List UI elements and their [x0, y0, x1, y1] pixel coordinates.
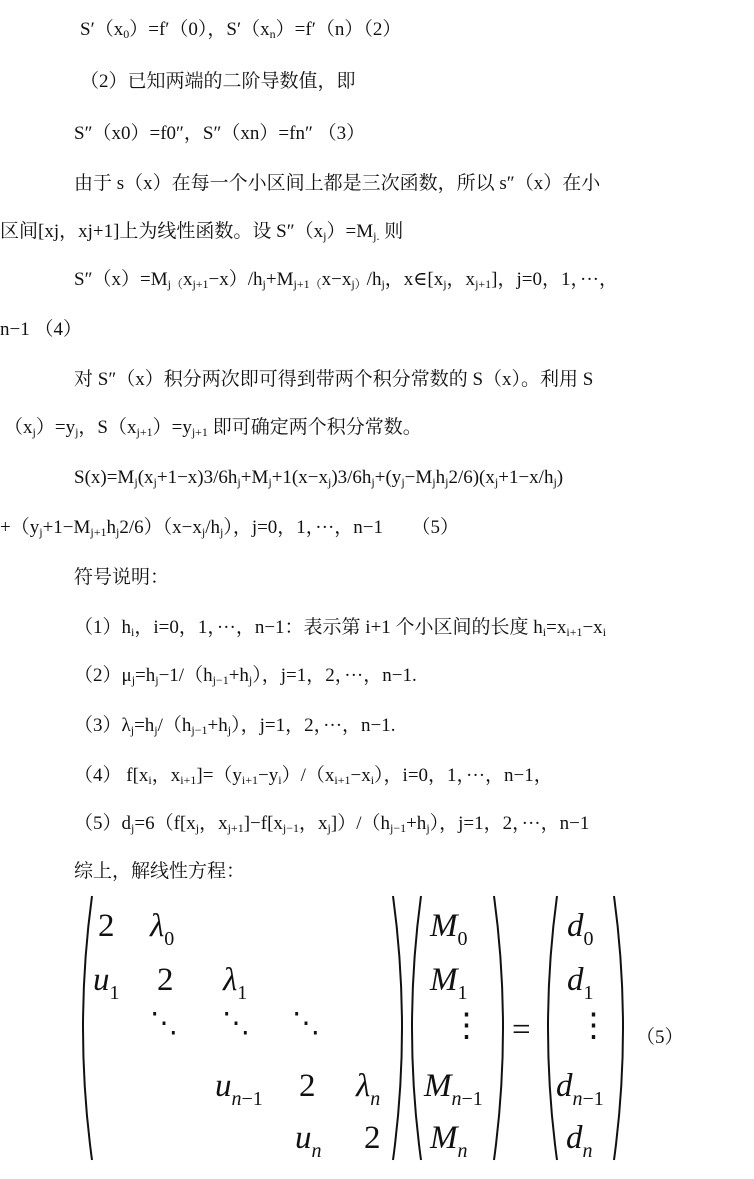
text-line-4 — [0, 172, 754, 196]
formula-text: $+(y_j+1-M_{j+1}h_j2/6)(x-x_j/h_j)$，j=0，1，···，n−1 （5） — [0, 517, 460, 539]
vector-m-entry-n: $M_n$ — [430, 1120, 468, 1162]
vector-d-left-paren — [548, 896, 557, 1160]
text-line-7 — [0, 318, 754, 342]
list-item: $(3)\lambda_j=h_j/(h_{j-1}+h_j)$，j=1，2，···，n−1. — [74, 715, 396, 737]
vector-d-entry-n: $d_n$ — [566, 1120, 593, 1162]
formula-text: $S(x)=M_j(x_j+1-x)3/6h_j+M_j+1(x-x_j)3/6h_j+(y_j-M_jh_j2/6)(x_j+1-x/h_j)$ — [74, 467, 564, 489]
vector-m-vdots: ⋮ — [450, 1008, 483, 1044]
text-line-5 — [0, 220, 754, 244]
equation-number: （5） — [636, 1027, 684, 1048]
text-line-10 — [0, 466, 754, 490]
vector-d-entry-0: $d_0$ — [567, 908, 594, 950]
matrix-a-left-paren — [83, 896, 92, 1160]
text-line-2 — [0, 70, 754, 94]
paragraph-text: 区间[xj，xj+1]上为线性函数。设 $S''(x_j)=M_{j.}$ 则 — [0, 221, 404, 243]
formula-text: $S'(x_0)=f'(0)$，$S'(x_n)=f'(n)(2)$ — [80, 19, 402, 41]
matrix-a-right-paren — [393, 896, 402, 1160]
list-item: $(5)d_j=6(f[x_j$，$x_{j+1}]-f[x_{j-1}$，$x_j])/(h_{j-1}+h_j)$，j=1，2，···，n−1 — [74, 813, 590, 835]
text-line-14 — [0, 664, 754, 688]
matrix-a-entry-r4c3: $u_{n-1}$ — [215, 1068, 263, 1110]
matrix-a-entry-r1c1: 2 — [98, 908, 115, 944]
formula-text: n−1 （4） — [0, 319, 82, 340]
matrix-a-entry-r5c4: $u_n$ — [295, 1120, 322, 1162]
vector-d-entry-n-1: $d_{n-1}$ — [556, 1068, 604, 1110]
matrix-a-entry-r4c4: 2 — [299, 1068, 316, 1104]
text-line-16 — [0, 764, 754, 788]
paragraph-text: 对 S″（x）积分两次即可得到带两个积分常数的 S（x）。利用 S — [74, 369, 594, 390]
text-line-11 — [0, 516, 754, 540]
section-heading: 符号说明： — [74, 567, 170, 588]
text-line-17 — [0, 812, 754, 836]
list-item: $(2)\mu_j=h_j-1/(h_{j-1}+h_j)$，j=1，2，···，n−1. — [74, 665, 417, 687]
vector-m-left-paren — [412, 896, 421, 1160]
matrix-a-entry-r2c3: $\lambda_1$ — [223, 962, 248, 1004]
paragraph-text: （2）已知两端的二阶导数值，即 — [80, 71, 356, 92]
paragraph-text: 综上，解线性方程： — [74, 861, 246, 882]
formula-text: $S''(x)=M_{j(}x_{j+1}-x)/h_j+M_{j+1(}x-x_{j)}/h_j$，$x\in[x_j$，$x_{j+1}$]，j=0，1，···， — [74, 269, 618, 291]
matrix-a-entry-r4c5: $\lambda_n$ — [356, 1068, 381, 1110]
text-line-18 — [0, 860, 754, 884]
vector-d-right-paren — [614, 896, 623, 1160]
matrix-a-entry-r2c2: 2 — [157, 962, 174, 998]
matrix-a-ddots-3: ⋱ — [292, 1008, 320, 1039]
vector-m-right-paren — [494, 896, 503, 1160]
vector-m-entry-n-1: $M_{n-1}$ — [424, 1068, 483, 1110]
vector-m-entry-1: $M_1$ — [430, 962, 468, 1004]
text-line-3 — [0, 122, 754, 146]
text-line-12 — [0, 566, 754, 590]
text-line-15 — [0, 714, 754, 738]
list-item: $(1)h_i$，i=0，1，···，n−1：表示第 i+1 个小区间的长度 $h_i=x_{i+1}-x_i$ — [74, 617, 607, 639]
matrix-a-ddots-2: ⋱ — [222, 1008, 250, 1039]
text-line-9 — [0, 416, 754, 440]
text-line-8 — [0, 368, 754, 392]
text-line-13 — [0, 616, 754, 640]
text-line-1 — [0, 18, 754, 42]
list-item: （4） $f[x_i$，$x_{i+1}]=(y_{i+1}-y_i)/(x_{i+1}-x_i)$，i=0，1，···，n−1， — [74, 765, 553, 787]
vector-d-entry-1: $d_1$ — [567, 962, 594, 1004]
paragraph-text: $(x_j)=y_j$，$S(x_{j+1})=y_{j+1}$ 即可确定两个积分常数。 — [4, 417, 422, 439]
text-line-6 — [0, 268, 754, 292]
matrix-a-ddots-1: ⋱ — [150, 1008, 178, 1039]
matrix-a-entry-r2c1: $u_1$ — [93, 962, 120, 1004]
matrix-a-entry-r1c2: $\lambda_0$ — [150, 908, 175, 950]
equals-sign: = — [512, 1012, 531, 1048]
matrix-a-entry-r5c5: 2 — [364, 1120, 381, 1156]
vector-m-entry-0: $M_0$ — [430, 908, 468, 950]
vector-d-vdots: ⋮ — [577, 1008, 610, 1044]
formula-text: S″（x0）=f0″，S″（xn）=fn″ （3） — [74, 123, 366, 144]
paragraph-text: 由于 s（x）在每一个小区间上都是三次函数，所以 s″（x）在小 — [74, 173, 601, 194]
matrix-equation — [0, 888, 754, 1168]
